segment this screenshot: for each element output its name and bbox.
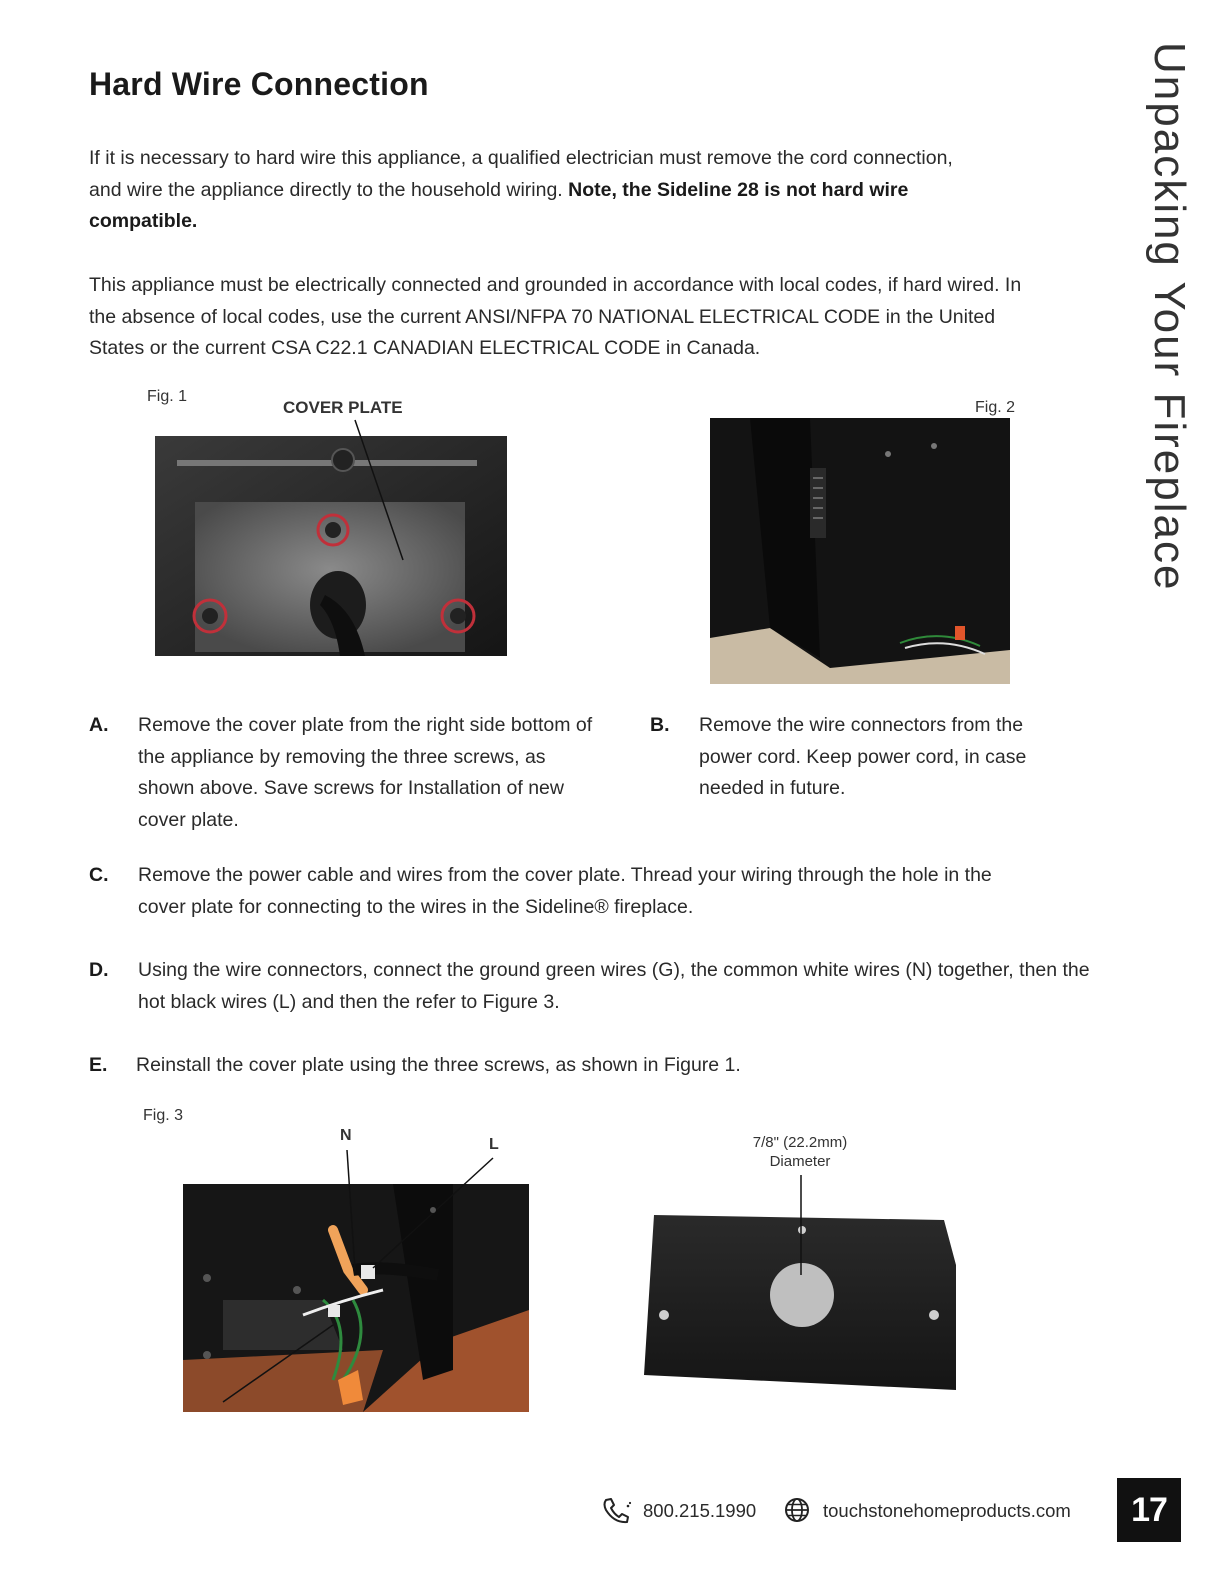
fig1-label: Fig. 1 <box>147 388 188 405</box>
page-number: 17 <box>1117 1478 1181 1542</box>
plate-dimension-value: 7/8" (22.2mm) <box>752 1134 848 1151</box>
fig1-cover-plate-callout: COVER PLATE <box>283 398 403 417</box>
plate-dimension-label <box>735 1133 865 1171</box>
fig2-label: Fig. 2 <box>975 399 1016 416</box>
intro-p1-text: If it is necessary to hard wire this appliance, a qualified electrician must remove the cord connection, and wire the appliance directly to the household wiring. <box>89 147 953 201</box>
fig3-callout-n: N <box>340 1127 352 1144</box>
phone-icon <box>602 1497 632 1523</box>
fig2-photo <box>710 418 1010 684</box>
fig3-label: Fig. 3 <box>143 1107 184 1124</box>
step-b-letter: B. <box>650 714 670 736</box>
step-a-letter: A. <box>89 714 109 736</box>
step-e-text: Reinstall the cover plate using the three screws, as shown in Figure 1. <box>136 1054 741 1076</box>
step-d-letter: D. <box>89 959 109 981</box>
intro-p1-bold-note: Note, the Sideline 28 is not hard wire compatible. <box>89 178 909 233</box>
intro-paragraph-2: This appliance must be electrically connected and grounded in accordance with local codes, if hard wired. In the absence of local codes, use the current ANSI/NFPA 70 NATIONAL ELECTRICAL CODE in the United States or the current CSA C22.1 CANADIAN ELECTRICAL CODE in Canada. <box>89 274 1022 360</box>
intro-paragraph-1 <box>89 143 969 238</box>
fig1-photo <box>155 420 507 656</box>
footer-website-link[interactable]: touchstonehomeproducts.com <box>823 1500 1071 1521</box>
step-a-text: Remove the cover plate from the right side bottom of the appliance by removing the three screws, as shown above. Save screws for Installation of new cover plate. <box>138 714 593 832</box>
page-title: Hard Wire Connection <box>89 66 429 102</box>
footer-phone[interactable]: 800.215.1990 <box>643 1500 757 1521</box>
step-c-letter: C. <box>89 864 109 886</box>
fig3-callout-l: L <box>489 1136 499 1153</box>
step-b-text: Remove the wire connectors from the power cord. Keep power cord, in case needed in future. <box>699 714 1027 800</box>
globe-icon <box>784 1497 810 1523</box>
fig3-photo <box>183 1150 529 1412</box>
section-side-title <box>1108 42 1208 602</box>
step-d-text: Using the wire connectors, connect the ground green wires (G), the common white wires (N) together, then the hot black wires (L) and then the refer to Figure 3. <box>138 959 1090 1013</box>
side-title-text: Unpacking Your Fireplace <box>1145 42 1194 592</box>
cover-plate-photo <box>644 1175 956 1390</box>
step-e-letter: E. <box>89 1054 108 1076</box>
plate-dimension-caption: Diameter <box>769 1153 831 1170</box>
step-c-text: Remove the power cable and wires from the cover plate. Thread your wiring through the hole in the cover plate for connecting to the wires in the Sideline® fireplace. <box>138 864 992 918</box>
